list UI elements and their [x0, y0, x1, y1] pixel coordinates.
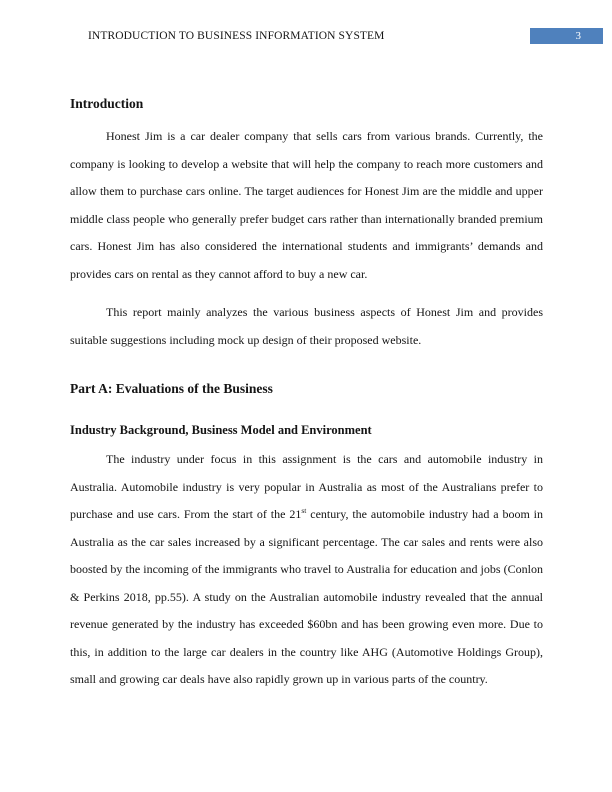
page-header — [70, 28, 603, 44]
paragraph-intro-1: Honest Jim is a car dealer company that sells cars from various brands. Currently, the company is looking to develop a website that will help the company to reach more customers and allow them to purchase cars online. The target audiences for Honest Jim are the middle and upper middle class people who generally prefer budget cars rather than internationally branded premium cars. Honest Jim has also considered the international students and immigrants’ demands and provides cars on rental as they cannot afford to buy a new car. — [70, 129, 543, 281]
page-number-badge: 3 — [530, 28, 603, 44]
ordinal-superscript: st — [301, 506, 307, 515]
paragraph-text-segment: century, the automobile industry had a boom in Australia as the car sales increased by a significant percentage. The car sales and rents were also boosted by the incoming of the immigrants who travel to Australia for education and jobs (Conlon & Perkins 2018, pp.55). A study on the Australian automobile industry revealed that the annual revenue generated by the industry has exceeded $60bn and has been growing even more. Due to this, in addition to the large car dealers in the country like AHG (Automotive Holdings Group), small and growing car deals have also rapidly grown up in various parts of the country. — [70, 507, 544, 686]
paragraph-intro-2: This report mainly analyzes the various business aspects of Honest Jim and provides suitable suggestions including mock up design of their proposed website. — [70, 305, 543, 347]
heading-introduction: Introduction — [70, 96, 144, 111]
heading-industry-background: Industry Background, Business Model and Environment — [70, 423, 372, 437]
running-head-title: INTRODUCTION TO BUSINESS INFORMATION SYSTEM — [88, 30, 385, 42]
document-body — [70, 96, 543, 694]
heading-part-a: Part A: Evaluations of the Business — [70, 381, 273, 396]
paragraph-text-segment: The industry under focus in this assignment is the cars and automobile industry in Australia. Automobile industry is very popular in Australia as most of the Australians prefer to purchase and use cars. From the start of the 21 — [70, 452, 543, 521]
paragraph-industry — [70, 446, 543, 694]
